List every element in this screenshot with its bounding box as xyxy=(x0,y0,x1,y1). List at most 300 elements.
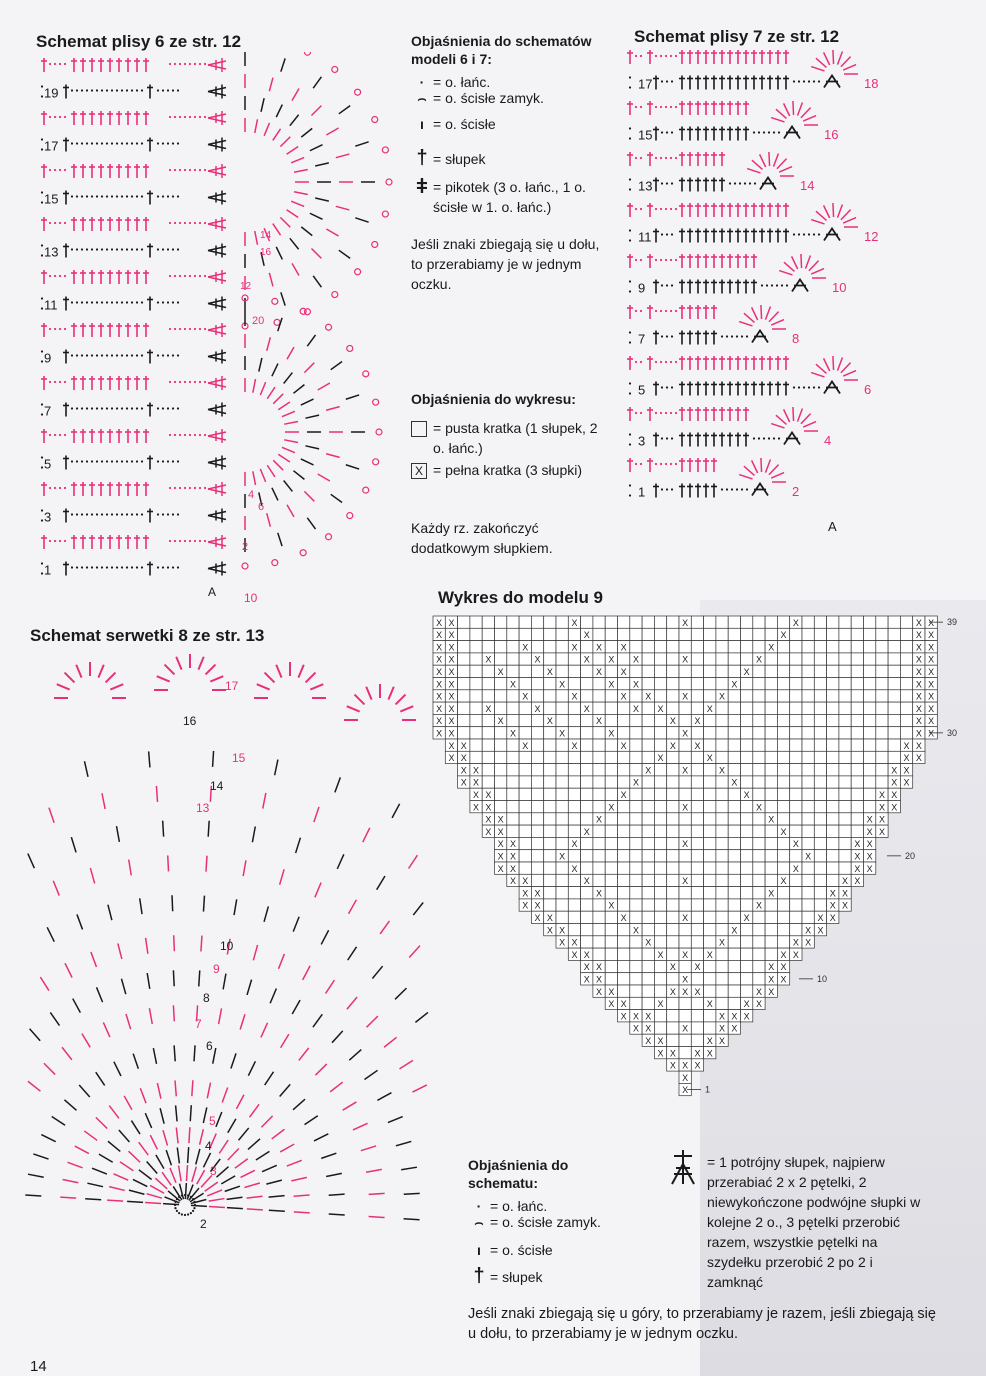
plisa7-right-number: 2 xyxy=(792,484,800,499)
chain-dots xyxy=(49,275,66,277)
chain-dots xyxy=(49,434,66,436)
chart-x-mark: X xyxy=(780,630,787,641)
serwetka8-stitch xyxy=(401,1167,417,1170)
plisa7-dc xyxy=(767,203,773,217)
plisa6-dc xyxy=(89,323,95,337)
serwetka8-stitch xyxy=(347,997,357,1009)
chart-cell xyxy=(618,973,630,985)
chart-cell xyxy=(765,837,777,849)
serwetka8-stitch xyxy=(120,1162,133,1171)
chart-x-mark: X xyxy=(473,802,480,813)
chart-cell xyxy=(482,628,494,640)
chart-cell xyxy=(654,973,666,985)
chart-cell xyxy=(470,727,482,739)
chain-dots xyxy=(71,195,143,197)
chain-dots xyxy=(729,182,756,184)
chart-cell xyxy=(654,616,666,628)
chart-cell xyxy=(495,776,507,788)
chart-cell xyxy=(556,874,568,886)
serwetka8-stitch xyxy=(99,1154,113,1162)
plisa6-dc xyxy=(71,58,77,72)
chart-cell xyxy=(519,616,531,628)
chart-cell xyxy=(618,653,630,665)
chart-cell xyxy=(888,616,900,628)
chart-cell xyxy=(667,899,679,911)
serwetka8-round-number: 2 xyxy=(200,1217,207,1231)
serwetka8-stitch xyxy=(82,1034,90,1048)
chart-cell xyxy=(790,653,802,665)
chart-cell xyxy=(814,887,826,899)
chart-cell xyxy=(630,887,642,899)
plisa7-dc xyxy=(679,407,685,421)
model9-chart xyxy=(425,608,986,1108)
chart-x-mark: X xyxy=(682,728,689,739)
plisa6-dc xyxy=(134,164,140,178)
serwetka8-stitch xyxy=(280,869,285,884)
plisa7-fan-stitch xyxy=(752,160,763,169)
serwetka8-stitch xyxy=(330,1082,343,1092)
plisa7-fan-stitch xyxy=(776,109,787,118)
chart-cell xyxy=(568,924,580,936)
plisa6-arc-stitch xyxy=(326,407,340,411)
serwetka8-stitch xyxy=(150,1185,164,1193)
chart-x-mark: X xyxy=(583,962,590,973)
serwetka8-stitch xyxy=(377,1093,391,1101)
chart-x-mark: X xyxy=(657,753,664,764)
chart-cell xyxy=(790,764,802,776)
chart-cell xyxy=(642,641,654,653)
chart-cell xyxy=(691,936,703,948)
chart-cell xyxy=(753,714,765,726)
chart-x-mark: X xyxy=(436,679,443,690)
chart-cell xyxy=(544,739,556,751)
plisa7-row-number: 17 xyxy=(638,76,653,92)
chart-cell xyxy=(741,801,753,813)
serwetka8-stitch xyxy=(275,760,278,776)
plisa7-dc xyxy=(783,76,789,90)
chart-cell xyxy=(519,714,531,726)
chart-cell xyxy=(691,764,703,776)
chart-cell xyxy=(704,616,716,628)
chart-cell xyxy=(814,874,826,886)
chart-cell xyxy=(556,837,568,849)
serwetka8-round-number: 10 xyxy=(220,939,234,953)
chart-cell xyxy=(802,776,814,788)
chart-x-mark: X xyxy=(694,716,701,727)
plisa7-dc xyxy=(735,280,741,294)
chart-cell xyxy=(667,690,679,702)
serwetka8-center-chain xyxy=(176,1210,178,1212)
chart-cell xyxy=(716,714,728,726)
chart-x-mark: X xyxy=(620,642,627,653)
chart-cell xyxy=(777,739,789,751)
plisa6-row-number: 19 xyxy=(44,85,59,101)
plisa6-dc xyxy=(116,111,122,125)
chart-x-mark: X xyxy=(682,876,689,887)
chain-dots xyxy=(629,76,631,78)
plisa7-dc xyxy=(719,50,725,64)
chart-cell xyxy=(618,764,630,776)
plisa6-dc xyxy=(116,58,122,72)
serwetka8-stitch xyxy=(114,1174,129,1180)
chain-dots xyxy=(157,566,179,568)
chart-cell xyxy=(691,837,703,849)
plisa6-dc xyxy=(71,323,77,337)
plisa6-picot xyxy=(304,52,310,55)
chart-cell xyxy=(544,641,556,653)
chart-cell xyxy=(667,764,679,776)
plisa6-arc-stitch xyxy=(273,224,281,236)
plisa6-fan-group xyxy=(208,270,226,284)
plisa7-fan-stitch xyxy=(798,103,803,116)
serwetka8-stitch xyxy=(315,1064,326,1075)
serwetka8-stitch xyxy=(173,1005,174,1021)
plisa6-arc-stitch xyxy=(273,394,283,404)
plisa6-dc xyxy=(63,350,69,364)
chart-cell xyxy=(765,678,777,690)
plisa6-fan-group xyxy=(208,323,226,337)
plisa7-dc xyxy=(743,101,749,115)
plisa6-dc xyxy=(116,323,122,337)
chart-cell xyxy=(679,665,691,677)
chart-cell xyxy=(728,665,740,677)
chart-cell xyxy=(753,850,765,862)
chart-cell xyxy=(495,616,507,628)
chart-cell xyxy=(618,801,630,813)
chart-cell xyxy=(531,813,543,825)
chart-cell xyxy=(630,850,642,862)
chart-cell xyxy=(568,628,580,640)
chart-cell xyxy=(679,813,691,825)
serwetka8-stitch xyxy=(221,1176,235,1184)
chart-cell xyxy=(851,813,863,825)
plisa6-dc xyxy=(147,403,153,417)
chart-x-mark: X xyxy=(473,790,480,800)
serwetka8-scallop xyxy=(366,687,371,700)
plisa6-arc-stitch xyxy=(278,533,282,546)
plisa7-dc xyxy=(687,178,693,192)
serwetka8-center-chain xyxy=(174,1204,176,1206)
serwetka8-stitch xyxy=(377,876,385,890)
chart-cell xyxy=(839,628,851,640)
chart-cell xyxy=(495,702,507,714)
chart-cell xyxy=(777,714,789,726)
chart-cell xyxy=(876,714,888,726)
chart-cell xyxy=(704,874,716,886)
chart-cell xyxy=(642,727,654,739)
plisa7-cluster xyxy=(824,76,840,88)
chart-cell xyxy=(667,641,679,653)
chart-cell xyxy=(876,764,888,776)
plisa6-arc-stitch xyxy=(284,421,298,424)
serwetka8-stitch xyxy=(380,921,389,934)
plisa6-dc xyxy=(98,535,104,549)
plisa7-fan-stitch xyxy=(803,116,816,122)
plisa7-dc xyxy=(679,152,685,166)
serwetka8-scallop xyxy=(347,706,360,711)
plisa7-dc xyxy=(687,280,693,294)
plisa7-dc xyxy=(703,178,709,192)
chart-cell xyxy=(642,739,654,751)
chain-dots xyxy=(157,513,179,515)
chart-x-mark: X xyxy=(878,802,885,813)
plisa7-dc xyxy=(687,484,693,498)
plisa6-fan-group xyxy=(208,164,226,178)
chart-cell xyxy=(728,751,740,763)
chart-x-mark: X xyxy=(682,691,689,702)
chart-cell xyxy=(654,776,666,788)
plisa6-arc-stitch xyxy=(276,105,282,118)
serwetka8-stitch xyxy=(239,1128,249,1140)
chart-cell xyxy=(900,641,912,653)
chart-cell xyxy=(495,788,507,800)
chart-cell xyxy=(716,825,728,837)
serwetka8-center-chain xyxy=(174,1207,176,1209)
chart-cell xyxy=(814,751,826,763)
chart-x-mark: X xyxy=(682,913,689,923)
chart-cell xyxy=(654,628,666,640)
plisa7-dc xyxy=(653,127,659,141)
plisa6-dc xyxy=(80,376,86,390)
serwetka8-stitch xyxy=(392,804,400,818)
chain-dots xyxy=(629,229,631,231)
chart-cell xyxy=(544,653,556,665)
chart-cell xyxy=(568,813,580,825)
serwetka8-center-chain xyxy=(174,1201,176,1203)
chart-x-mark: X xyxy=(743,790,750,800)
plisa6-dc xyxy=(41,217,47,231)
legend-bottom-triple: = 1 potrójny słupek, najpierw przerabiać 2 x 2 pętelki, 2 niewykończone podwójne słupki w kolejne 2 o., 3 pętelki przerobić razem, wszystkie pętelki na szydełku przerobić 2 po 2 i zamknąć xyxy=(707,1154,921,1290)
chain-dots xyxy=(721,488,748,490)
plisa7-dc xyxy=(703,101,709,115)
plisa6-dc xyxy=(116,482,122,496)
chart-cell xyxy=(704,641,716,653)
plisa7-dc xyxy=(727,229,733,243)
chart-cell xyxy=(654,825,666,837)
chart-cell xyxy=(741,813,753,825)
chart-x-mark: X xyxy=(706,1048,713,1059)
chart-cell xyxy=(716,739,728,751)
chart-cell xyxy=(507,788,519,800)
serwetka8-stitch xyxy=(163,1130,168,1145)
plisa7-dc xyxy=(775,229,781,243)
chain-dots xyxy=(661,437,673,439)
chart-cell xyxy=(679,714,691,726)
chart-cell xyxy=(581,665,593,677)
plisa6-arc-stitch xyxy=(315,198,329,201)
chart-cell xyxy=(568,776,580,788)
chain-dots xyxy=(157,248,179,250)
chart-cell xyxy=(556,751,568,763)
chart-cell xyxy=(531,739,543,751)
plisa7-dc xyxy=(759,356,765,370)
plisa6-dc xyxy=(80,535,86,549)
chart-x-mark: X xyxy=(645,1023,652,1034)
plisa6-arc-stitch xyxy=(346,465,359,469)
chart-cell xyxy=(679,924,691,936)
chart-cell xyxy=(618,776,630,788)
plisa7-dc xyxy=(743,407,749,421)
chart-cell xyxy=(470,628,482,640)
chart-cell xyxy=(741,653,753,665)
chart-x-mark: X xyxy=(645,1036,652,1046)
chart-cell xyxy=(654,862,666,874)
chart-x-mark: X xyxy=(485,814,492,825)
plisa7-dc xyxy=(711,458,717,472)
chart-cell xyxy=(458,727,470,739)
chart-cell xyxy=(827,665,839,677)
chart-cell xyxy=(593,948,605,960)
chart-cell xyxy=(888,628,900,640)
plisa6-picot xyxy=(382,211,388,217)
serwetka8-stitch xyxy=(185,1183,186,1199)
serwetka8-scallop xyxy=(306,673,316,683)
serwetka8-stitch xyxy=(227,1208,243,1209)
chart-cell xyxy=(765,764,777,776)
plisa6-dc xyxy=(63,191,69,205)
chart-cell xyxy=(728,862,740,874)
plisa7-dc xyxy=(679,382,685,396)
chart-cell xyxy=(482,739,494,751)
plisa6-arc-stitch xyxy=(269,273,273,287)
chart-x-mark: X xyxy=(657,703,664,714)
chart-cell xyxy=(728,837,740,849)
chart-cell xyxy=(605,788,617,800)
serwetka8-stitch xyxy=(176,1105,178,1121)
chart-cell xyxy=(495,641,507,653)
serwetka8-stitch xyxy=(366,1169,382,1172)
plisa7-fan-stitch xyxy=(843,371,856,377)
plisa7-dc xyxy=(679,433,685,447)
chain-dots xyxy=(629,494,631,496)
plisa6-arc-stitch xyxy=(267,337,271,351)
chart-cell xyxy=(802,665,814,677)
chart-x-mark: X xyxy=(817,913,824,923)
chart-cell xyxy=(741,985,753,997)
chart-x-mark: X xyxy=(780,974,787,985)
chain-dots xyxy=(41,148,43,150)
plisa7-dc xyxy=(647,407,653,421)
chart-x-mark: X xyxy=(645,1011,652,1022)
plisa7-right-number: 4 xyxy=(824,433,832,448)
chart-cell xyxy=(630,764,642,776)
plisa7-dc xyxy=(735,229,741,243)
chart-x-mark: X xyxy=(706,949,713,960)
plisa6-arc-stitch xyxy=(272,488,278,501)
chain-dots xyxy=(635,361,642,363)
plisa6-arc-stitch xyxy=(269,78,273,92)
plisa6-dc xyxy=(63,456,69,470)
chart-cell xyxy=(679,862,691,874)
plisa6-dc xyxy=(41,535,47,549)
chart-cell xyxy=(851,690,863,702)
serwetka8-round-number: 15 xyxy=(232,751,246,765)
chain-dots xyxy=(157,407,179,409)
chart-cell xyxy=(704,850,716,862)
chain-dots xyxy=(71,142,143,144)
plisa6-picot xyxy=(372,117,378,123)
chain-dots xyxy=(661,80,673,82)
chart-cell xyxy=(568,874,580,886)
chart-cell xyxy=(630,788,642,800)
plisa7-row-number: 15 xyxy=(638,127,653,143)
chain-dots xyxy=(753,131,780,133)
serwetka8-stitch xyxy=(256,1151,270,1160)
chart-x-mark: X xyxy=(583,974,590,985)
chart-cell xyxy=(630,727,642,739)
chart-cell xyxy=(741,641,753,653)
serwetka8-scallop xyxy=(165,665,175,675)
plisa6-marker: 16 xyxy=(260,247,272,258)
plisa7-dc xyxy=(743,356,749,370)
chart-x-mark: X xyxy=(891,790,898,800)
chart-x-mark: X xyxy=(915,728,922,739)
plisa6-dc xyxy=(98,164,104,178)
chart-cell xyxy=(667,874,679,886)
chart-cell xyxy=(470,665,482,677)
chain-dots xyxy=(661,386,673,388)
chart-cell xyxy=(851,714,863,726)
chart-x-mark: X xyxy=(448,716,455,727)
chart-cell xyxy=(777,911,789,923)
plisa7-dc xyxy=(711,407,717,421)
plisa7-dc xyxy=(719,382,725,396)
chart-x-mark: X xyxy=(608,802,615,813)
plisa7-fan-stitch xyxy=(760,154,766,167)
serwetka8-stitch xyxy=(119,1130,130,1142)
chart-cell xyxy=(482,665,494,677)
empty-square-icon xyxy=(411,421,427,437)
chart-cell xyxy=(495,751,507,763)
chart-x-mark: X xyxy=(719,1011,726,1022)
chart-cell xyxy=(458,690,470,702)
chart-cell xyxy=(482,616,494,628)
plisa6-dc xyxy=(147,191,153,205)
chart-cell xyxy=(876,665,888,677)
chart-cell xyxy=(568,653,580,665)
chart-cell xyxy=(716,641,728,653)
chart-cell xyxy=(605,690,617,702)
plisa7-dc xyxy=(719,101,725,115)
chart-cell xyxy=(827,801,839,813)
chart-cell xyxy=(605,776,617,788)
plisa7-dc xyxy=(719,203,725,217)
serwetka8-stitch xyxy=(213,1048,216,1064)
chart-cell xyxy=(507,702,519,714)
plisa7-dc xyxy=(735,254,741,268)
serwetka8-stitch xyxy=(126,1014,131,1029)
chart-cell xyxy=(864,702,876,714)
plisa7-fan-stitch xyxy=(744,466,755,475)
plisa6-dc xyxy=(98,270,104,284)
serwetka8-stitch xyxy=(279,954,285,969)
chart-cell xyxy=(704,678,716,690)
serwetka8-scallop xyxy=(198,657,203,670)
chart-cell xyxy=(667,1022,679,1034)
plisa6-picot xyxy=(355,89,361,95)
serwetka8-stitch xyxy=(65,963,72,977)
plisa6-arc-stitch xyxy=(346,395,359,399)
serwetka8-stitch xyxy=(207,1083,210,1099)
serwetka8-stitch xyxy=(396,1141,411,1145)
serwetka8-stitch xyxy=(170,1168,176,1183)
serwetka8-round-number: 9 xyxy=(213,962,220,976)
chain-dots xyxy=(635,106,642,108)
serwetka8-stitch xyxy=(314,807,319,822)
chart-cell xyxy=(839,801,851,813)
chart-x-mark: X xyxy=(522,900,529,911)
chart-cell xyxy=(888,653,900,665)
